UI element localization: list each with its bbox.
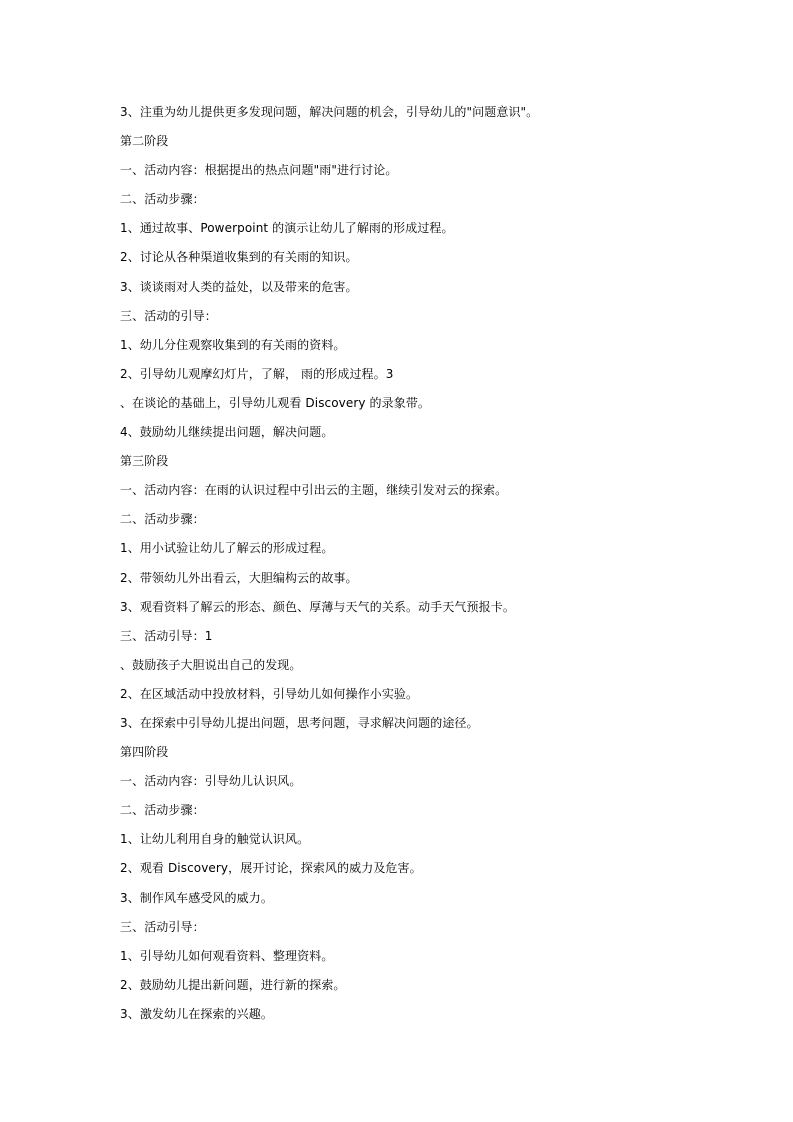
text-line: 1、让幼儿利用自身的触觉认识风。	[120, 832, 310, 847]
text-line: 2、鼓励幼儿提出新问题，进行新的探索。	[120, 977, 346, 992]
text-line: 3、注重为幼儿提供更多发现问题，解决问题的机会，引导幼儿的"问题意识"。	[120, 105, 539, 119]
text-line: 三、活动引导：	[120, 919, 205, 934]
text-line: 2、带领幼儿外出看云，大胆编构云的故事。	[120, 570, 358, 585]
text-line: 三、活动的引导：	[120, 308, 217, 323]
text-line: 、鼓励孩子大胆说出自己的发现。	[120, 657, 302, 672]
text-line: 二、活动步骤：	[120, 512, 205, 527]
text-line: 2、在区域活动中投放材料，引导幼儿如何操作小实验。	[120, 686, 419, 701]
text-line: 三、活动引导：1	[120, 628, 213, 643]
text-line: 1、通过故事、Powerpoint 的演示让幼儿了解雨的形成过程。	[120, 221, 454, 236]
text-line: 一、活动内容：根据提出的热点问题"雨"进行讨论。	[120, 163, 398, 178]
text-line: 3、在探索中引导幼儿提出问题，思考问题，寻求解决问题的途径。	[120, 715, 479, 730]
text-line: 3、观看资料了解云的形态、颜色、厚薄与天气的关系。动手天气预报卡。	[120, 599, 515, 614]
text-line: 3、激发幼儿在探索的兴趣。	[120, 1006, 273, 1021]
text-line: 2、讨论从各种渠道收集到的有关雨的知识。	[120, 250, 358, 265]
text-line: 1、引导幼儿如何观看资料、整理资料。	[120, 948, 334, 963]
text-line: 1、用小试验让幼儿了解云的形成过程。	[120, 541, 334, 556]
text-line: 3、制作风车感受风的威力。	[120, 890, 273, 905]
text-line: 4、鼓励幼儿继续提出问题，解决问题。	[120, 425, 334, 440]
text-line: 2、观看 Discovery，展开讨论，探索风的威力及危害。	[120, 861, 422, 876]
text-line: 2、引导幼儿观摩幻灯片，了解， 雨的形成过程。3	[120, 366, 394, 381]
text-line: 二、活动步骤：	[120, 803, 205, 818]
section-heading: 第二阶段	[120, 134, 169, 149]
text-line: 、在谈论的基础上，引导幼儿观看 Discovery 的录象带。	[120, 395, 431, 410]
document-body	[120, 101, 720, 1032]
section-heading: 第四阶段	[120, 745, 169, 760]
text-line: 3、谈谈雨对人类的益处，以及带来的危害。	[120, 279, 358, 294]
text-line: 一、活动内容：引导幼儿认识风。	[120, 774, 302, 789]
text-line: 一、活动内容：在雨的认识过程中引出云的主题，继续引发对云的探索。	[120, 483, 508, 498]
text-line: 1、幼儿分住观察收集到的有关雨的资料。	[120, 337, 346, 352]
text-line: 二、活动步骤：	[120, 192, 205, 207]
section-heading: 第三阶段	[120, 454, 169, 469]
